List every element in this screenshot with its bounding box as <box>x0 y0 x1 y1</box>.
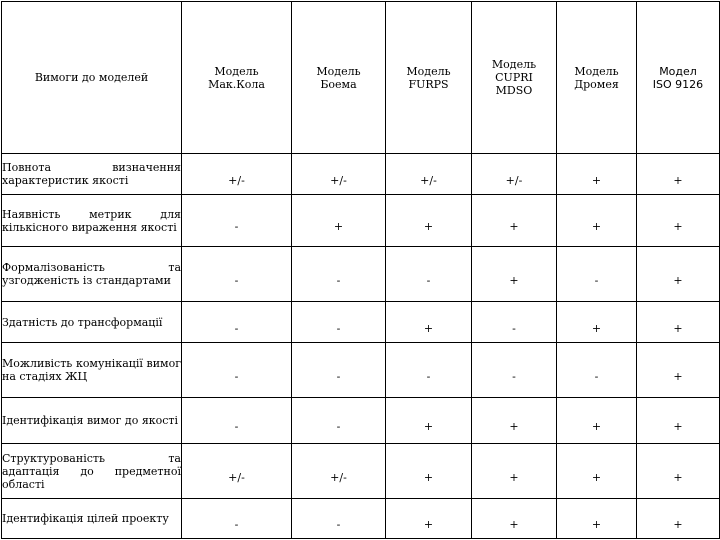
value-cell: + <box>386 195 472 247</box>
value-cell: - <box>182 499 292 539</box>
value-cell: +/- <box>182 154 292 195</box>
value-cell: + <box>637 195 720 247</box>
value-cell: - <box>472 302 557 343</box>
value-cell: + <box>557 499 637 539</box>
value-cell: + <box>386 302 472 343</box>
value-cell: - <box>386 247 472 302</box>
value-cell: + <box>637 343 720 398</box>
requirement-cell: Ідентифікація вимог до якості <box>2 398 182 444</box>
value-cell: - <box>182 343 292 398</box>
value-cell: + <box>557 444 637 499</box>
value-cell: + <box>637 398 720 444</box>
value-cell: + <box>386 444 472 499</box>
value-cell: - <box>292 398 386 444</box>
value-cell: - <box>292 343 386 398</box>
value-cell: + <box>472 195 557 247</box>
table-row <box>2 247 720 302</box>
value-cell: + <box>472 398 557 444</box>
model-header-iso9126: Модел ISO 9126 <box>637 2 720 154</box>
table-row <box>2 499 720 539</box>
table-row <box>2 195 720 247</box>
model-header-dromey: Модель Дромея <box>557 2 637 154</box>
value-cell: +/- <box>182 444 292 499</box>
value-cell: - <box>292 499 386 539</box>
value-cell: + <box>386 499 472 539</box>
value-cell: + <box>472 444 557 499</box>
value-cell: + <box>637 444 720 499</box>
value-cell: + <box>637 499 720 539</box>
requirement-cell: Повнота визначення характеристик якості <box>2 154 182 195</box>
requirements-header: Вимоги до моделей <box>2 2 182 154</box>
value-cell: +/- <box>472 154 557 195</box>
value-cell: - <box>472 343 557 398</box>
requirement-cell: Формалізованість та узгодженість із стандартами <box>2 247 182 302</box>
requirements-table <box>1 1 720 539</box>
value-cell: + <box>637 154 720 195</box>
value-cell: - <box>292 247 386 302</box>
table-row <box>2 302 720 343</box>
value-cell: - <box>182 398 292 444</box>
model-header-furps: Модель FURPS <box>386 2 472 154</box>
value-cell: + <box>386 398 472 444</box>
value-cell: +/- <box>292 154 386 195</box>
requirement-cell: Структурованість та адаптація до предметної області <box>2 444 182 499</box>
value-cell: + <box>637 302 720 343</box>
table-row <box>2 398 720 444</box>
value-cell: +/- <box>292 444 386 499</box>
value-cell: + <box>557 302 637 343</box>
value-cell: + <box>472 247 557 302</box>
value-cell: + <box>292 195 386 247</box>
value-cell: - <box>182 195 292 247</box>
value-cell: + <box>557 398 637 444</box>
model-header-cupri: Модель CUPRI MDSO <box>472 2 557 154</box>
value-cell: - <box>557 343 637 398</box>
requirement-cell: Здатність до трансформації <box>2 302 182 343</box>
requirement-cell: Ідентифікація цілей проекту <box>2 499 182 539</box>
value-cell: - <box>292 302 386 343</box>
value-cell: + <box>472 499 557 539</box>
model-header-boehm: Модель Боема <box>292 2 386 154</box>
model-header-mccall: Модель Мак.Кола <box>182 2 292 154</box>
value-cell: + <box>637 247 720 302</box>
table-row <box>2 154 720 195</box>
value-cell: - <box>182 302 292 343</box>
header-row <box>2 2 720 154</box>
value-cell: + <box>557 195 637 247</box>
table-row <box>2 444 720 499</box>
value-cell: +/- <box>386 154 472 195</box>
value-cell: + <box>557 154 637 195</box>
value-cell: - <box>386 343 472 398</box>
requirement-cell: Можливість комунікації вимог на стадіях ЖЦ <box>2 343 182 398</box>
requirement-cell: Наявність метрик для кількісного вираження якості <box>2 195 182 247</box>
value-cell: - <box>182 247 292 302</box>
table-row <box>2 343 720 398</box>
value-cell: - <box>557 247 637 302</box>
